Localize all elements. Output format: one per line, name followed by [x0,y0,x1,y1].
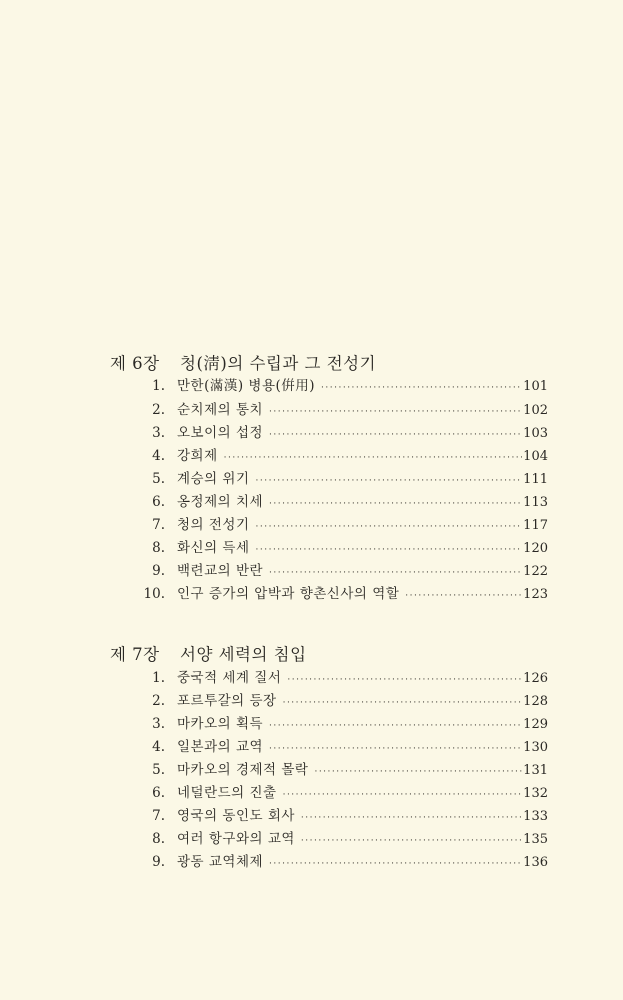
toc-entry[interactable] [0,542,623,566]
entry-row [177,519,548,533]
toc-entry[interactable] [0,380,623,404]
entry-page: 130 [523,740,548,755]
entry-title: 포르투갈의 등장 [177,693,277,709]
entry-row [177,496,548,510]
entry-row [177,741,548,755]
leader-dots [283,699,523,708]
entry-title: 중국적 세계 질서 [177,670,282,686]
toc-entry[interactable] [0,695,623,719]
entry-title: 순치제의 통치 [177,402,264,418]
entry-page: 136 [523,855,548,870]
entry-row [177,787,548,801]
entry-row [177,450,548,464]
leader-dots [269,431,522,440]
entry-index: 9. [152,563,165,579]
toc-entry[interactable] [0,496,623,520]
entry-index: 3. [152,425,165,441]
entry-index: 8. [152,540,165,556]
entry-index: 8. [152,831,165,847]
toc-entry[interactable] [0,718,623,742]
entry-row [177,856,548,870]
leader-dots [301,837,522,846]
toc-entry[interactable] [0,588,623,612]
leader-dots [224,454,523,463]
entry-page: 129 [523,717,548,732]
entry-index: 3. [152,716,165,732]
entry-title: 오보이의 섭정 [177,425,264,441]
entry-index: 7. [152,517,165,533]
toc-entry[interactable] [0,519,623,543]
entry-index: 1. [152,378,165,394]
entry-row [177,695,548,709]
entry-page: 123 [523,587,548,602]
entry-row [177,404,548,418]
entry-title: 화신의 득세 [177,540,250,556]
entry-index: 10. [143,586,165,602]
chapter-number: 제 7장 [110,645,160,664]
entry-row [177,718,548,732]
toc-entry[interactable] [0,741,623,765]
entry-title: 영국의 동인도 회사 [177,808,295,824]
entry-page: 131 [523,763,548,778]
entry-title: 만한(滿漢) 병용(倂用) [177,378,316,394]
leader-dots [287,676,522,685]
entry-page: 122 [523,564,548,579]
entry-page: 113 [523,495,548,510]
leader-dots [256,523,523,532]
entry-row [177,764,548,778]
entry-title: 마카오의 경제적 몰락 [177,762,309,778]
entry-page: 132 [523,786,548,801]
entry-index: 7. [152,808,165,824]
entry-title: 광동 교역체제 [177,854,264,870]
entry-title: 계승의 위기 [177,471,250,487]
leader-dots [269,569,522,578]
toc-entry[interactable] [0,473,623,497]
leader-dots [269,745,522,754]
entry-index: 2. [152,693,165,709]
entry-title: 청의 전성기 [177,517,250,533]
entry-index: 1. [152,670,165,686]
chapter-title: 서양 세력의 침입 [180,645,307,664]
leader-dots [321,384,522,393]
entry-index: 6. [152,494,165,510]
entry-index: 4. [152,739,165,755]
entry-page: 135 [523,832,548,847]
toc-entry[interactable] [0,787,623,811]
toc-entry[interactable] [0,450,623,474]
entry-title: 인구 증가의 압박과 향촌신사의 역할 [177,586,400,602]
entry-page: 133 [523,809,548,824]
leader-dots [269,500,522,509]
leader-dots [256,546,523,555]
entry-title: 네덜란드의 진출 [177,785,277,801]
entry-title: 강희제 [177,448,218,464]
leader-dots [314,768,522,777]
entry-index: 4. [152,448,165,464]
entry-index: 5. [152,471,165,487]
leader-dots [405,592,522,601]
leader-dots [256,477,523,486]
entry-row [177,380,548,394]
entry-page: 103 [523,426,548,441]
chapter-title: 청(淸)의 수립과 그 전성기 [180,354,377,373]
entry-title: 마카오의 획득 [177,716,264,732]
entry-row [177,810,548,824]
entry-row [177,427,548,441]
entry-row [177,473,548,487]
entry-page: 102 [523,403,548,418]
entry-page: 117 [523,518,548,533]
toc-entry[interactable] [0,427,623,451]
entry-page: 104 [523,449,548,464]
leader-dots [301,814,522,823]
toc-entry[interactable] [0,764,623,788]
entry-row [177,672,548,686]
entry-row [177,833,548,847]
toc-entry[interactable] [0,833,623,857]
leader-dots [269,408,522,417]
leader-dots [269,722,522,731]
entry-index: 2. [152,402,165,418]
leader-dots [269,860,522,869]
entry-index: 6. [152,785,165,801]
entry-title: 옹정제의 치세 [177,494,264,510]
entry-title: 백련교의 반란 [177,563,264,579]
entry-index: 9. [152,854,165,870]
entry-title: 여러 항구와의 교역 [177,831,295,847]
entry-title: 일본과의 교역 [177,739,264,755]
entry-row [177,588,548,602]
entry-page: 101 [523,379,548,394]
entry-page: 111 [523,472,548,487]
entry-row [177,565,548,579]
chapter-heading [110,647,307,664]
toc-entry[interactable] [0,810,623,834]
leader-dots [283,791,523,800]
toc-entry[interactable] [0,856,623,880]
entry-page: 120 [523,541,548,556]
entry-row [177,542,548,556]
entry-page: 126 [523,671,548,686]
toc-entry[interactable] [0,672,623,696]
entry-index: 5. [152,762,165,778]
chapter-number: 제 6장 [110,354,160,373]
entry-page: 128 [523,694,548,709]
toc-entry[interactable] [0,404,623,428]
chapter-heading [110,356,376,373]
